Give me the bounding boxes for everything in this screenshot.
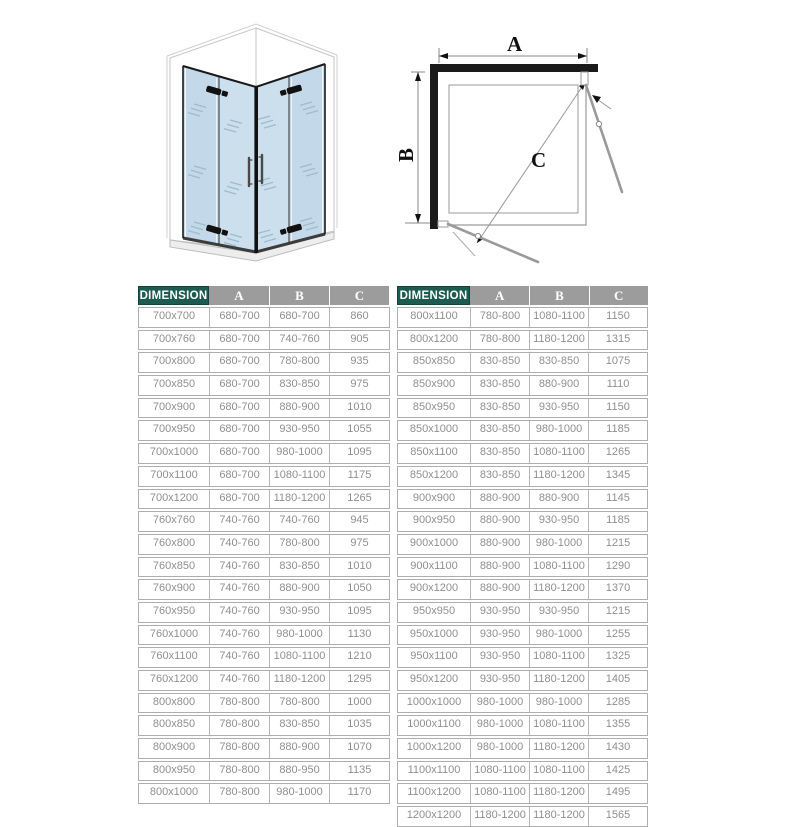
value-cell: 830-850 bbox=[470, 376, 529, 395]
value-cell: 1080-1100 bbox=[529, 648, 588, 667]
dimension-cell: 700x950 bbox=[152, 423, 196, 436]
value-cell: 1000 bbox=[329, 694, 389, 713]
dimension-cell: 800x900 bbox=[152, 741, 196, 754]
dimension-cell: 700x700 bbox=[152, 310, 196, 322]
value-cell: 935 bbox=[329, 353, 389, 372]
value-cell: 1315 bbox=[588, 331, 647, 350]
dimension-cell: 700x1000 bbox=[149, 446, 199, 459]
value-cell: 930-950 bbox=[529, 603, 588, 622]
value-cell: 1290 bbox=[588, 558, 647, 577]
table-row bbox=[138, 398, 390, 419]
table-row bbox=[397, 625, 648, 646]
value-cell: 680-700 bbox=[209, 376, 269, 395]
dimension-cell: 760x1200 bbox=[149, 673, 199, 685]
top-view-diagram bbox=[395, 15, 685, 270]
table-row bbox=[397, 511, 648, 532]
dimension-cell: 950x1000 bbox=[409, 627, 459, 640]
value-cell: 1170 bbox=[329, 784, 389, 803]
value-cell: 930-950 bbox=[269, 603, 329, 622]
dimension-cell: 760x1000 bbox=[149, 627, 199, 640]
value-cell: 1295 bbox=[329, 671, 389, 690]
dimension-b-label: B bbox=[394, 147, 418, 163]
value-cell: 975 bbox=[329, 535, 389, 554]
value-cell: 1080-1100 bbox=[470, 784, 529, 803]
value-cell: 680-700 bbox=[209, 444, 269, 463]
value-cell: 880-900 bbox=[529, 376, 588, 395]
dimension-cell: 760x760 bbox=[152, 514, 196, 527]
value-cell: 980-1000 bbox=[470, 716, 529, 735]
table-row bbox=[138, 443, 390, 464]
value-cell: 780-800 bbox=[269, 353, 329, 372]
table-row bbox=[397, 489, 648, 510]
value-cell: 1180-1200 bbox=[269, 671, 329, 690]
value-cell: 1180-1200 bbox=[470, 807, 529, 826]
value-cell: 830-850 bbox=[470, 467, 529, 486]
dimension-cell: 900x1200 bbox=[409, 582, 459, 595]
value-cell: 1095 bbox=[329, 444, 389, 463]
value-cell: 880-900 bbox=[269, 399, 329, 418]
value-cell: 1150 bbox=[588, 399, 647, 418]
table-row bbox=[397, 579, 648, 600]
table-row bbox=[397, 443, 648, 464]
dimension-table-left bbox=[138, 286, 390, 804]
value-cell: 1080-1100 bbox=[529, 308, 588, 327]
value-cell: 905 bbox=[329, 331, 389, 350]
dimension-cell: 1000x1200 bbox=[406, 741, 462, 754]
table-row bbox=[397, 307, 648, 328]
table-row bbox=[138, 330, 390, 351]
value-cell: 980-1000 bbox=[269, 784, 329, 803]
dimension-cell: 700x850 bbox=[152, 378, 196, 391]
value-cell: 740-760 bbox=[269, 512, 329, 531]
value-cell: 1035 bbox=[329, 716, 389, 735]
dimension-cell: 1100x1200 bbox=[407, 786, 461, 799]
dimension-cell: 700x760 bbox=[152, 332, 196, 345]
table-row bbox=[397, 738, 648, 759]
value-cell: 945 bbox=[329, 512, 389, 531]
value-cell: 780-800 bbox=[209, 739, 269, 758]
header-b: B bbox=[269, 286, 329, 305]
value-cell: 1325 bbox=[588, 648, 647, 667]
table-row bbox=[138, 352, 390, 373]
value-cell: 1150 bbox=[588, 308, 647, 327]
value-cell: 830-850 bbox=[470, 444, 529, 463]
table-row bbox=[397, 557, 648, 578]
dimension-cell: 760x800 bbox=[152, 536, 196, 549]
value-cell: 780-800 bbox=[209, 694, 269, 713]
table-row bbox=[138, 625, 390, 646]
table-row bbox=[397, 693, 648, 714]
corner-post bbox=[254, 86, 258, 253]
value-cell: 680-700 bbox=[209, 399, 269, 418]
dimension-a-label: A bbox=[507, 32, 523, 56]
table-row bbox=[397, 761, 648, 782]
dimension-cell: 850x1100 bbox=[410, 446, 458, 459]
value-cell: 1345 bbox=[588, 467, 647, 486]
value-cell: 1370 bbox=[588, 580, 647, 599]
enclosure-3d-diagram bbox=[158, 0, 368, 272]
value-cell: 880-900 bbox=[529, 490, 588, 509]
table-row bbox=[397, 602, 648, 623]
value-cell: 780-800 bbox=[209, 716, 269, 735]
value-cell: 880-900 bbox=[470, 558, 529, 577]
value-cell: 740-760 bbox=[269, 331, 329, 350]
value-cell: 780-800 bbox=[470, 331, 529, 350]
table-row bbox=[138, 489, 390, 510]
value-cell: 1080-1100 bbox=[470, 762, 529, 781]
value-cell: 1180-1200 bbox=[529, 331, 588, 350]
dimension-cell: 850x1000 bbox=[409, 423, 459, 436]
table-row bbox=[397, 806, 648, 827]
value-cell: 880-900 bbox=[470, 580, 529, 599]
value-cell: 1135 bbox=[329, 762, 389, 781]
value-cell: 1010 bbox=[329, 558, 389, 577]
table-row bbox=[138, 534, 390, 555]
value-cell: 1355 bbox=[588, 716, 647, 735]
dimension-cell: 850x850 bbox=[412, 355, 456, 368]
dimension-cell: 1000x1000 bbox=[406, 695, 462, 708]
table-header bbox=[397, 286, 648, 305]
table-row bbox=[138, 761, 390, 782]
table-row bbox=[138, 466, 390, 487]
value-cell: 1180-1200 bbox=[269, 490, 329, 509]
value-cell: 980-1000 bbox=[269, 626, 329, 645]
value-cell: 780-800 bbox=[209, 762, 269, 781]
value-cell: 880-900 bbox=[470, 535, 529, 554]
value-cell: 1265 bbox=[329, 490, 389, 509]
value-cell: 1285 bbox=[588, 694, 647, 713]
left-wall bbox=[430, 64, 438, 229]
value-cell: 880-950 bbox=[269, 762, 329, 781]
table-row bbox=[397, 466, 648, 487]
dimension-cell: 700x800 bbox=[152, 355, 196, 368]
value-cell: 1425 bbox=[588, 762, 647, 781]
table-row bbox=[138, 579, 390, 600]
value-cell: 1185 bbox=[588, 421, 647, 440]
value-cell: 980-1000 bbox=[470, 739, 529, 758]
value-cell: 1405 bbox=[588, 671, 647, 690]
door-panel-left bbox=[448, 224, 538, 262]
value-cell: 1080-1100 bbox=[269, 467, 329, 486]
value-cell: 980-1000 bbox=[269, 444, 329, 463]
value-cell: 1180-1200 bbox=[529, 671, 588, 690]
value-cell: 930-950 bbox=[529, 512, 588, 531]
dimension-cell: 1000x1100 bbox=[407, 718, 461, 731]
table-row bbox=[138, 715, 390, 736]
dimension-cell: 800x800 bbox=[152, 695, 196, 708]
dimension-cell: 800x1200 bbox=[409, 332, 459, 345]
value-cell: 1080-1100 bbox=[529, 444, 588, 463]
dimension-cell: 900x1000 bbox=[409, 536, 459, 549]
value-cell: 740-760 bbox=[209, 648, 269, 667]
dimension-cell: 760x850 bbox=[152, 559, 196, 572]
dimension-cell: 800x850 bbox=[152, 718, 196, 731]
value-cell: 1080-1100 bbox=[529, 762, 588, 781]
value-cell: 740-760 bbox=[209, 580, 269, 599]
value-cell: 1070 bbox=[329, 739, 389, 758]
dimension-cell: 760x900 bbox=[152, 582, 196, 595]
value-cell: 830-850 bbox=[470, 421, 529, 440]
value-cell: 1215 bbox=[588, 535, 647, 554]
value-cell: 1265 bbox=[588, 444, 647, 463]
value-cell: 830-850 bbox=[269, 376, 329, 395]
table-row bbox=[397, 670, 648, 691]
dimension-cell: 800x1000 bbox=[149, 786, 199, 799]
value-cell: 740-760 bbox=[209, 535, 269, 554]
dimension-cell: 950x1200 bbox=[409, 673, 459, 685]
value-cell: 740-760 bbox=[209, 603, 269, 622]
dimension-cell: 700x900 bbox=[152, 400, 196, 413]
dimension-cell: 700x1100 bbox=[150, 468, 198, 481]
table-row bbox=[138, 602, 390, 623]
table-row bbox=[138, 511, 390, 532]
table-row bbox=[138, 557, 390, 578]
value-cell: 1055 bbox=[329, 421, 389, 440]
value-cell: 1075 bbox=[588, 353, 647, 372]
value-cell: 980-1000 bbox=[529, 535, 588, 554]
value-cell: 975 bbox=[329, 376, 389, 395]
value-cell: 1215 bbox=[588, 603, 647, 622]
header-dimension: DIMENSION bbox=[397, 286, 470, 305]
table-row bbox=[138, 738, 390, 759]
value-cell: 1110 bbox=[588, 376, 647, 395]
value-cell: 980-1000 bbox=[529, 421, 588, 440]
dimension-cell: 800x950 bbox=[152, 763, 196, 776]
value-cell: 1255 bbox=[588, 626, 647, 645]
table-row bbox=[138, 307, 390, 328]
value-cell: 930-950 bbox=[470, 603, 529, 622]
value-cell: 930-950 bbox=[470, 626, 529, 645]
value-cell: 1210 bbox=[329, 648, 389, 667]
table-row bbox=[397, 352, 648, 373]
value-cell: 740-760 bbox=[209, 626, 269, 645]
table-row bbox=[397, 783, 648, 804]
dimension-cell: 950x950 bbox=[412, 604, 456, 617]
value-cell: 1175 bbox=[329, 467, 389, 486]
value-cell: 1180-1200 bbox=[529, 784, 588, 803]
header-a: A bbox=[209, 286, 269, 305]
value-cell: 830-850 bbox=[269, 558, 329, 577]
table-row bbox=[397, 647, 648, 668]
dimension-cell: 760x1100 bbox=[150, 650, 198, 663]
table-header bbox=[138, 286, 390, 305]
value-cell: 780-800 bbox=[470, 308, 529, 327]
dimension-cell: 700x1200 bbox=[149, 491, 199, 504]
value-cell: 1145 bbox=[588, 490, 647, 509]
value-cell: 1095 bbox=[329, 603, 389, 622]
value-cell: 1180-1200 bbox=[529, 580, 588, 599]
table-row bbox=[138, 693, 390, 714]
table-row bbox=[138, 670, 390, 691]
value-cell: 860 bbox=[329, 308, 389, 327]
value-cell: 980-1000 bbox=[529, 694, 588, 713]
dimension-cell: 800x1100 bbox=[410, 310, 458, 322]
header-c: C bbox=[589, 286, 648, 305]
header-c: C bbox=[329, 286, 389, 305]
dimension-cell: 900x900 bbox=[412, 491, 456, 504]
table-row bbox=[138, 783, 390, 804]
value-cell: 1565 bbox=[588, 807, 647, 826]
dimension-cell: 1100x1100 bbox=[407, 763, 461, 776]
value-cell: 1185 bbox=[588, 512, 647, 531]
value-cell: 680-700 bbox=[209, 467, 269, 486]
value-cell: 740-760 bbox=[209, 512, 269, 531]
value-cell: 880-900 bbox=[269, 739, 329, 758]
value-cell: 1495 bbox=[588, 784, 647, 803]
dimension-c-label: C bbox=[531, 148, 547, 172]
value-cell: 1080-1100 bbox=[529, 716, 588, 735]
value-cell: 830-850 bbox=[529, 353, 588, 372]
header-dimension: DIMENSION bbox=[138, 286, 209, 305]
value-cell: 680-700 bbox=[269, 308, 329, 327]
value-cell: 740-760 bbox=[209, 671, 269, 690]
table-row bbox=[397, 420, 648, 441]
value-cell: 880-900 bbox=[470, 490, 529, 509]
table-row bbox=[138, 647, 390, 668]
value-cell: 1130 bbox=[329, 626, 389, 645]
header-b: B bbox=[529, 286, 588, 305]
dimension-cell: 1200x1200 bbox=[406, 809, 462, 822]
value-cell: 880-900 bbox=[269, 580, 329, 599]
value-cell: 1050 bbox=[329, 580, 389, 599]
table-row bbox=[138, 420, 390, 441]
dimension-cell: 850x950 bbox=[412, 400, 456, 413]
value-cell: 830-850 bbox=[470, 353, 529, 372]
value-cell: 680-700 bbox=[209, 308, 269, 327]
table-row bbox=[397, 375, 648, 396]
value-cell: 1180-1200 bbox=[529, 739, 588, 758]
dimension-table-right bbox=[397, 286, 648, 827]
dimension-cell: 850x900 bbox=[412, 378, 456, 391]
top-wall bbox=[430, 64, 598, 72]
value-cell: 1010 bbox=[329, 399, 389, 418]
dimension-cell: 900x1100 bbox=[410, 559, 458, 572]
value-cell: 930-950 bbox=[470, 648, 529, 667]
value-cell: 680-700 bbox=[209, 331, 269, 350]
dimension-cell: 900x950 bbox=[412, 514, 456, 527]
value-cell: 1180-1200 bbox=[529, 807, 588, 826]
value-cell: 930-950 bbox=[269, 421, 329, 440]
header-a: A bbox=[470, 286, 529, 305]
dimension-cell: 850x1200 bbox=[409, 468, 459, 481]
value-cell: 930-950 bbox=[529, 399, 588, 418]
value-cell: 740-760 bbox=[209, 558, 269, 577]
value-cell: 780-800 bbox=[209, 784, 269, 803]
dimension-cell: 760x950 bbox=[152, 604, 196, 617]
dimension-cell: 950x1100 bbox=[410, 650, 458, 663]
value-cell: 1080-1100 bbox=[269, 648, 329, 667]
value-cell: 680-700 bbox=[209, 353, 269, 372]
value-cell: 830-850 bbox=[269, 716, 329, 735]
value-cell: 1430 bbox=[588, 739, 647, 758]
door-panel-right bbox=[586, 85, 622, 192]
value-cell: 830-850 bbox=[470, 399, 529, 418]
value-cell: 780-800 bbox=[269, 694, 329, 713]
value-cell: 680-700 bbox=[209, 490, 269, 509]
value-cell: 980-1000 bbox=[470, 694, 529, 713]
value-cell: 1180-1200 bbox=[529, 467, 588, 486]
value-cell: 1080-1100 bbox=[529, 558, 588, 577]
value-cell: 980-1000 bbox=[529, 626, 588, 645]
table-row bbox=[397, 534, 648, 555]
table-row bbox=[397, 398, 648, 419]
value-cell: 780-800 bbox=[269, 535, 329, 554]
table-row bbox=[397, 330, 648, 351]
table-row bbox=[138, 375, 390, 396]
value-cell: 680-700 bbox=[209, 421, 269, 440]
table-row bbox=[397, 715, 648, 736]
value-cell: 930-950 bbox=[470, 671, 529, 690]
value-cell: 880-900 bbox=[470, 512, 529, 531]
